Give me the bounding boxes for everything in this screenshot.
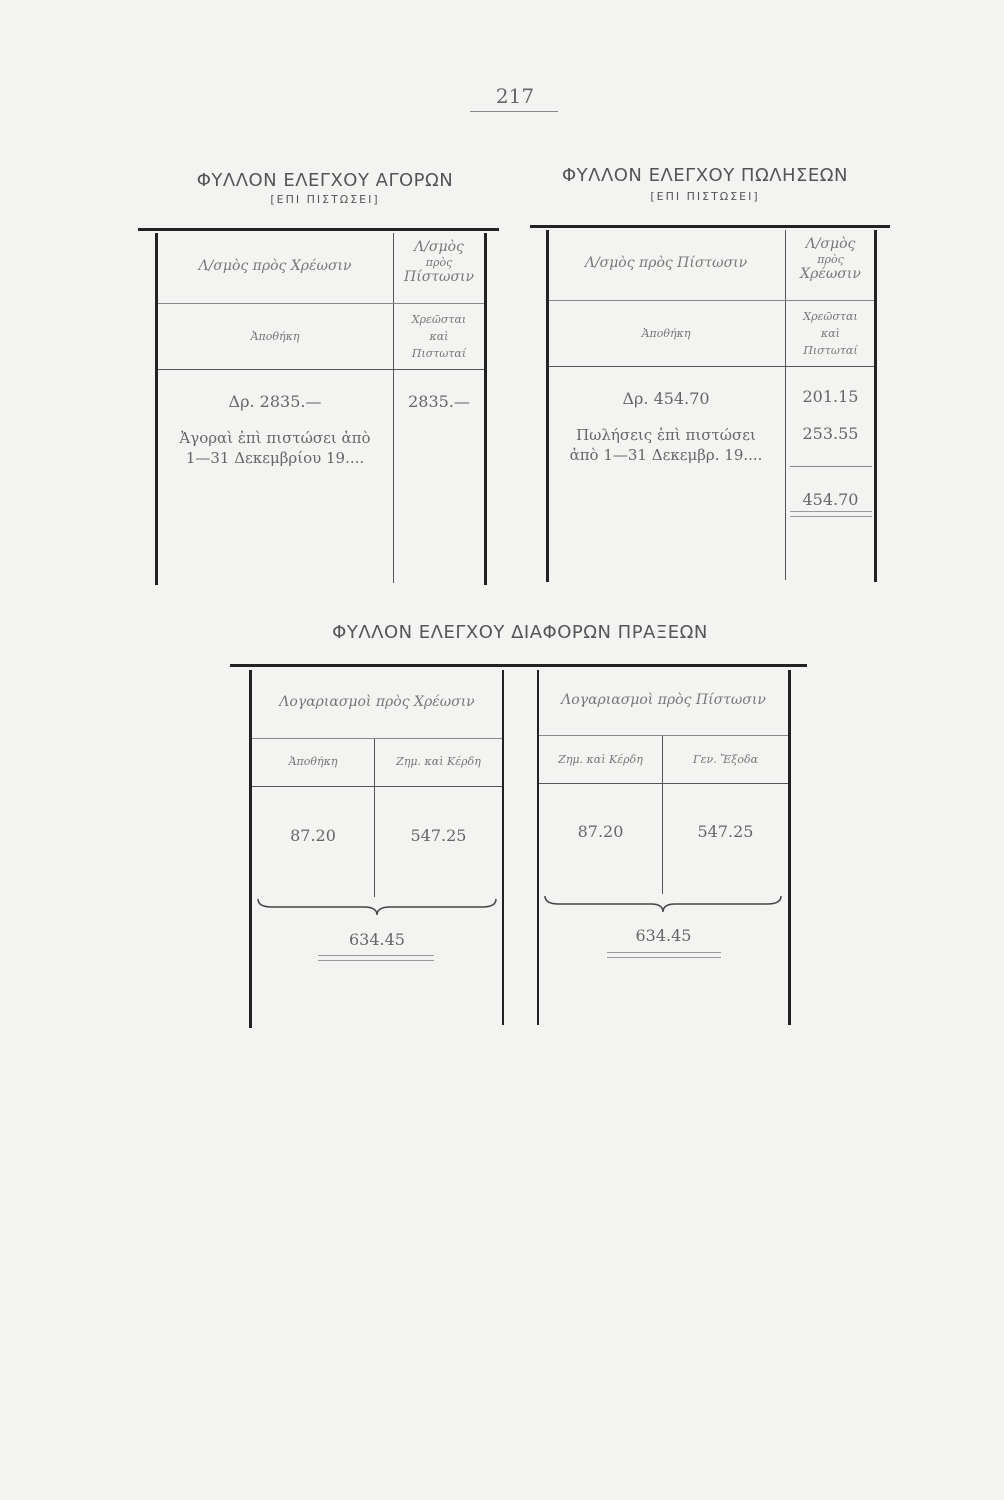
sales-header-left-bottom: Ἀποθήκη — [641, 327, 691, 340]
sales-left-border — [546, 230, 549, 582]
misc-left-border — [249, 670, 252, 1028]
purchases-column-divider — [393, 233, 394, 583]
sales-total-double-rule — [790, 511, 872, 517]
purchases-header-left-bottom: Ἀποθήκη — [250, 330, 300, 343]
sales-amount-right-2: 253.55 — [802, 424, 859, 443]
misc-left-col-bottom-rule — [252, 786, 502, 787]
purchases-header-right-bottom: Χρεῶσται καὶ Πιστωταί — [411, 313, 467, 360]
misc-left-header-divider — [252, 738, 502, 739]
purchases-header-bottom-rule — [158, 369, 484, 370]
misc-right-total-double-rule — [607, 952, 721, 958]
misc-right-col-bottom-rule — [539, 783, 788, 784]
purchases-header-left-top: Λ/σμὸς πρὸς Χρέωσιν — [198, 258, 352, 274]
misc-left-total-double-rule — [318, 955, 434, 961]
misc-left-val2: 547.25 — [410, 826, 467, 845]
misc-right-sum-bracket — [539, 894, 788, 916]
sales-top-rule — [530, 225, 890, 228]
purchases-description: Ἀγοραὶ ἐπὶ πιστώσει ἀπὸ 1—31 Δεκεμβρίου 19.... — [179, 429, 371, 467]
sales-header-right-bottom: Χρεῶσται καὶ Πιστωταί — [803, 310, 858, 357]
purchases-header-divider — [158, 303, 484, 304]
page-number-rule — [470, 111, 558, 112]
sales-right-border — [874, 230, 877, 582]
misc-title: ΦΥΛΛΟΝ ΕΛΕΓΧΟΥ ΔΙΑΦΟΡΩΝ ΠΡΑΞΕΩΝ — [332, 622, 708, 643]
purchases-amount-left: Δρ. 2835.— — [228, 392, 322, 411]
misc-right-total: 634.45 — [635, 926, 692, 945]
misc-right-col1: Ζημ. καὶ Κέρδη — [558, 753, 643, 766]
misc-left-col-divider — [374, 739, 375, 897]
purchases-header-right-top: Λ/σμὸς πρὸς Πίστωσιν — [404, 239, 474, 285]
sales-header-left-top: Λ/σμὸς πρὸς Πίστωσιν — [584, 255, 748, 271]
purchases-subtitle: [ΕΠΙ ΠΙΣΤΩΣΕΙ] — [270, 193, 380, 206]
sales-amount-total: 454.70 — [802, 490, 859, 509]
misc-right-header: Λογαριασμοὶ πρὸς Πίστωσιν — [561, 692, 766, 708]
misc-left-panel-right-border — [502, 670, 504, 1025]
misc-left-val1: 87.20 — [290, 826, 336, 845]
misc-right-border — [788, 670, 791, 1025]
purchases-top-rule — [138, 228, 499, 231]
sales-title: ΦΥΛΛΟΝ ΕΛΕΓΧΟΥ ΠΩΛΗΣΕΩΝ — [561, 165, 849, 186]
sales-sum-rule — [790, 466, 872, 467]
sales-amount-left: Δρ. 454.70 — [622, 389, 710, 408]
sales-header-right-top: Λ/σμὸς πρὸς Χρέωσιν — [800, 236, 861, 282]
sales-amount-right-1: 201.15 — [802, 387, 859, 406]
sales-header-bottom-rule — [549, 366, 874, 367]
misc-left-sum-bracket — [252, 897, 502, 919]
purchases-title: ΦΥΛΛΟΝ ΕΛΕΓΧΟΥ ΑΓΟΡΩΝ — [196, 170, 454, 191]
sales-description: Πωλήσεις ἐπὶ πιστώσει ἀπὸ 1—31 Δεκεμβρ. 19.... — [569, 426, 763, 464]
sales-header-divider — [549, 300, 874, 301]
purchases-amount-right: 2835.— — [408, 392, 470, 411]
misc-left-col2: Ζημ. καὶ Κέρδη — [396, 755, 481, 768]
misc-right-header-divider — [539, 735, 788, 736]
page-number: 217 — [495, 84, 535, 108]
misc-left-total: 634.45 — [349, 930, 405, 949]
purchases-right-border — [484, 233, 487, 585]
purchases-left-border — [155, 233, 158, 585]
misc-right-val2: 547.25 — [697, 822, 754, 841]
misc-right-col2: Γεν. Ἔξοδα — [692, 753, 759, 766]
misc-right-val1: 87.20 — [577, 822, 624, 841]
misc-left-col1: Ἀποθήκη — [288, 755, 338, 768]
misc-left-header: Λογαριασμοὶ πρὸς Χρέωσιν — [279, 694, 475, 710]
misc-top-rule — [230, 664, 807, 667]
sales-subtitle: [ΕΠΙ ΠΙΣΤΩΣΕΙ] — [650, 190, 760, 203]
misc-right-col-divider — [662, 736, 663, 894]
misc-right-panel-left-border — [537, 670, 539, 1025]
sales-column-divider — [785, 230, 786, 580]
